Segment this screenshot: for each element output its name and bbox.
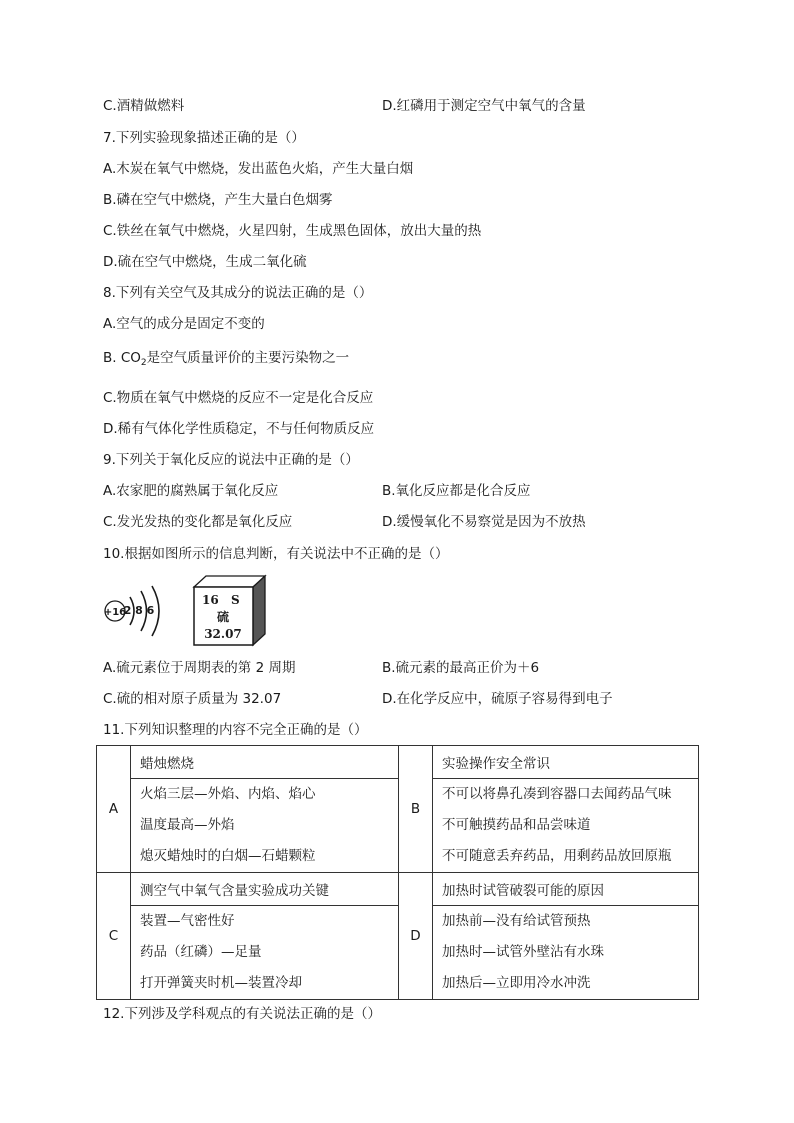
- content-c-line: 打开弹簧夹时机—装置冷却: [140, 975, 302, 991]
- q6-option-c: C.酒精做燃料: [103, 98, 185, 114]
- content-b-line: 不可随意丢弃药品，用剩药品放回原瓶: [442, 848, 672, 864]
- content-b-line: 不可触摸药品和品尝味道: [442, 817, 591, 833]
- label-a: A: [97, 746, 131, 873]
- sulfur-atom-structure-diagram: [103, 583, 173, 645]
- q10-option-c: C.硫的相对原子质量为 32.07: [103, 691, 282, 707]
- content-d-line: 加热时—试管外壁沾有水珠: [442, 944, 604, 960]
- q7-stem: 7.下列实验现象描述正确的是（）: [103, 130, 305, 146]
- content-d-line: 加热前—没有给试管预热: [442, 913, 591, 929]
- content-b-line: 不可以将鼻孔凑到容器口去闻药品气味: [442, 786, 672, 802]
- content-d: [433, 906, 699, 1000]
- nucleus-charge: +16: [103, 607, 127, 618]
- q7-option-c: C.铁丝在氧气中燃烧，火星四射，生成黑色固体，放出大量的热: [103, 223, 482, 239]
- q7-option-a: A.木炭在氧气中燃烧，发出蓝色火焰，产生大量白烟: [103, 161, 414, 177]
- knowledge-table: [96, 745, 699, 1000]
- title-c: 测空气中氧气含量实验成功关键: [131, 873, 399, 906]
- content-a-line: 火焰三层—外焰、内焰、焰心: [140, 786, 316, 802]
- q8-option-b-prefix: B. CO: [103, 350, 141, 366]
- title-a: 蜡烛燃烧: [131, 746, 399, 779]
- element-name: 硫: [216, 610, 230, 624]
- content-a-line: 温度最高—外焰: [140, 817, 235, 833]
- q12-stem: 12.下列涉及学科观点的有关说法正确的是（）: [103, 1006, 381, 1022]
- content-d-line: 加热后—立即用冷水冲洗: [442, 975, 591, 991]
- q11-stem: 11.下列知识整理的内容不完全正确的是（）: [103, 722, 368, 738]
- q9-option-b: B.氧化反应都是化合反应: [382, 483, 531, 499]
- content-c-line: 装置—气密性好: [140, 913, 235, 929]
- q8-option-d: D.稀有气体化学性质稳定，不与任何物质反应: [103, 421, 375, 437]
- q9-option-a: A.农家肥的腐熟属于氧化反应: [103, 483, 279, 499]
- cube-side-face: [253, 576, 265, 645]
- q8-option-a: A.空气的成分是固定不变的: [103, 316, 265, 332]
- label-b: B: [399, 746, 433, 873]
- atomic-number: 16: [202, 593, 219, 607]
- electron-counts: 2 8 6: [123, 604, 155, 617]
- q6-option-d: D.红磷用于测定空气中氧气的含量: [382, 98, 586, 114]
- q9-stem: 9.下列关于氧化反应的说法中正确的是（）: [103, 452, 359, 468]
- q7-option-b: B.磷在空气中燃烧，产生大量白色烟雾: [103, 192, 333, 208]
- title-d: 加热时试管破裂可能的原因: [433, 873, 699, 906]
- q9-option-c: C.发光发热的变化都是氧化反应: [103, 514, 293, 530]
- content-a: [131, 779, 399, 873]
- q10-option-a: A.硫元素位于周期表的第 2 周期: [103, 660, 296, 676]
- element-symbol: S: [231, 593, 240, 607]
- q10-option-d: D.在化学反应中，硫原子容易得到电子: [382, 691, 613, 707]
- q10-stem: 10.根据如图所示的信息判断，有关说法中不正确的是（）: [103, 546, 449, 562]
- content-b: [433, 779, 699, 873]
- content-a-line: 熄灭蜡烛时的白烟—石蜡颗粒: [140, 848, 316, 864]
- element-cell-sulfur: [191, 574, 267, 648]
- q8-option-b-subscript: 2: [140, 358, 147, 368]
- q7-option-d: D.硫在空气中燃烧，生成二氧化硫: [103, 254, 307, 270]
- q8-stem: 8.下列有关空气及其成分的说法正确的是（）: [103, 285, 373, 301]
- label-c: C: [97, 873, 131, 1000]
- q9-option-d: D.缓慢氧化不易察觉是因为不放热: [382, 514, 586, 530]
- label-d: D: [399, 873, 433, 1000]
- q10-option-b: B.硫元素的最高正价为＋6: [382, 660, 540, 676]
- q8-option-c: C.物质在氧气中燃烧的反应不一定是化合反应: [103, 390, 374, 406]
- q8-option-b-rest: 是空气质量评价的主要污染物之一: [146, 350, 350, 366]
- content-c: [131, 906, 399, 1000]
- title-b: 实验操作安全常识: [433, 746, 699, 779]
- atomic-mass: 32.07: [204, 627, 242, 641]
- q8-option-b: [103, 349, 349, 372]
- content-c-line: 药品（红磷）—足量: [140, 944, 262, 960]
